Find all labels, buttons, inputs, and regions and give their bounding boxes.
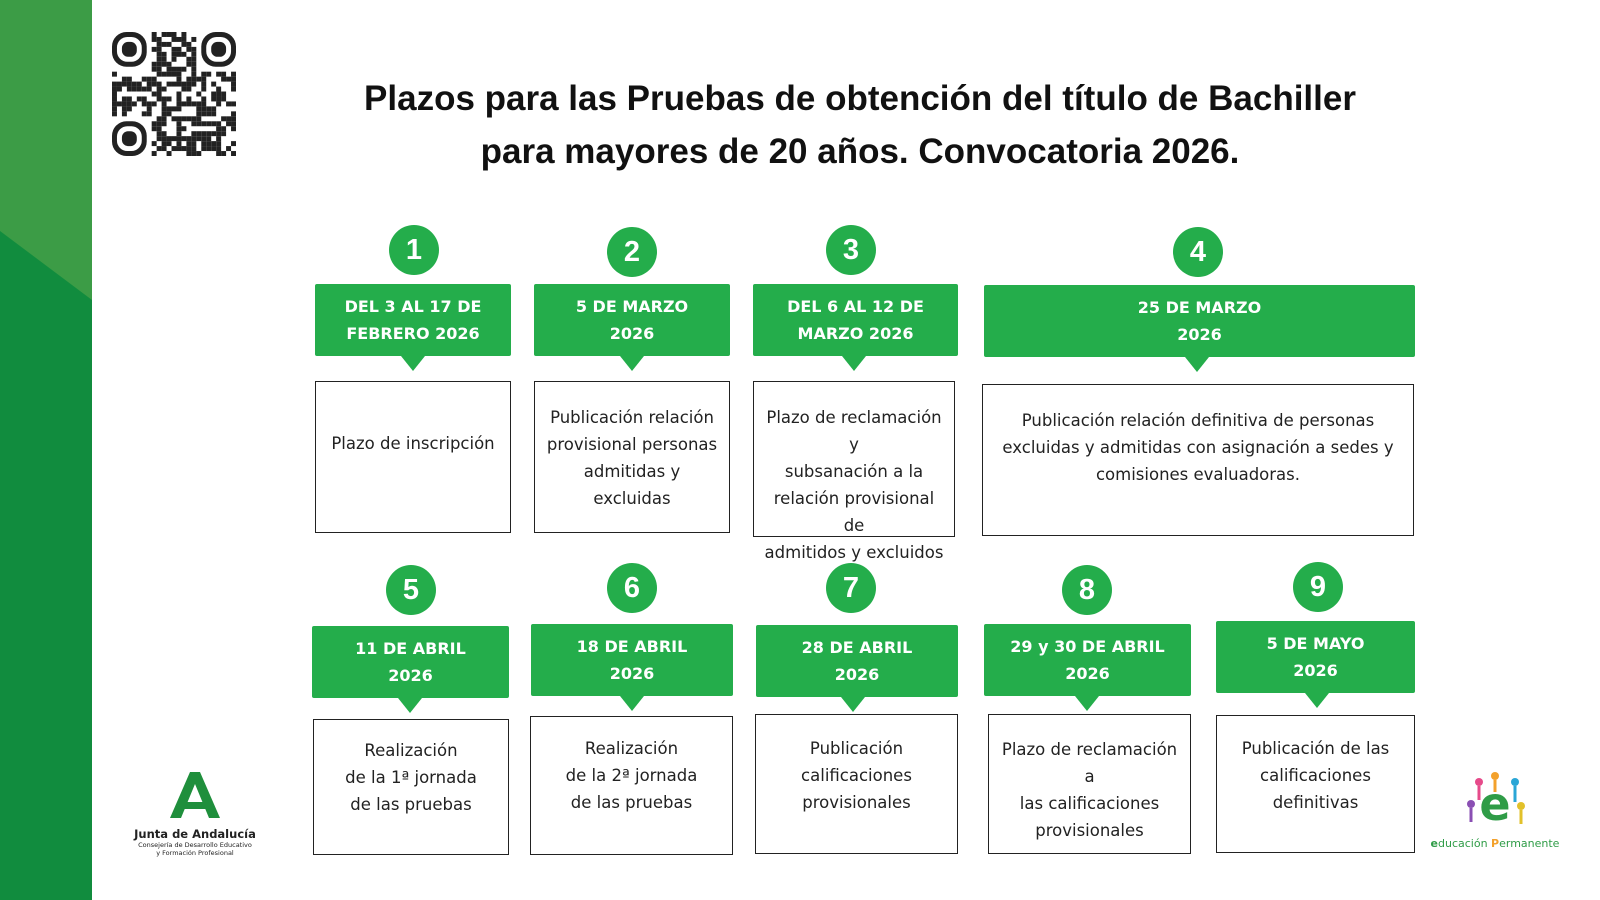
step-3-date-line-2: MARZO 2026 [797, 324, 914, 343]
step-7-date-line-1: 28 DE ABRIL [801, 638, 913, 657]
step-8-text-line-2: las calificaciones [1019, 794, 1160, 813]
step-4-date [984, 285, 1415, 357]
step-2-pointer [620, 356, 644, 371]
left-sidebar-decoration [0, 0, 92, 900]
page-title [300, 72, 1420, 178]
qr-code-icon [112, 32, 236, 156]
step-3-text-line-4: admitidos y excluidos [764, 543, 944, 562]
step-6-number: 6 [607, 563, 657, 613]
step-3-text-line-2: subsanación a la [784, 462, 924, 481]
step-4-pointer [1185, 357, 1209, 372]
step-6-date-line-1: 18 DE ABRIL [576, 637, 688, 656]
step-5-number: 5 [386, 565, 436, 615]
step-8-pointer [1075, 696, 1099, 711]
step-1-pointer [401, 356, 425, 371]
step-1-description [315, 381, 511, 533]
step-3-description [753, 381, 955, 562]
step-5-text-line-2: de la 1ª jornada [345, 768, 477, 787]
step-4-text-line-2: excluidas y admitidas con asignación a sedes y [1002, 438, 1394, 457]
step-1-date-line-2: FEBRERO 2026 [346, 324, 480, 343]
title-line-1: Plazos para las Pruebas de obtención del título de Bachiller [364, 79, 1356, 118]
step-5-text-line-3: de las pruebas [350, 795, 472, 814]
step-2-number: 2 [607, 227, 657, 277]
title-line-2: para mayores de 20 años. Convocatoria 2026. [480, 132, 1240, 171]
step-6-text-line-2: de la 2ª jornada [565, 766, 698, 785]
ep-caption-e: e [1430, 837, 1438, 850]
step-2-date-line-1: 5 DE MARZO [575, 297, 689, 316]
step-4-date-line-2: 2026 [1177, 325, 1222, 344]
step-1-date [315, 284, 511, 356]
step-5-pointer [398, 698, 422, 713]
step-9-description [1216, 715, 1415, 853]
step-7-pointer [841, 697, 865, 712]
junta-subtitle-line-1: Consejería de Desarrollo Educativo [138, 841, 252, 849]
step-1-date-line-1: DEL 3 AL 17 DE [344, 297, 482, 316]
junta-name: Junta de Andalucía [134, 827, 256, 841]
step-4-number: 4 [1173, 227, 1223, 277]
step-9-date-line-2: 2026 [1293, 661, 1338, 680]
step-3-text-line-3: relación provisional de [773, 489, 935, 535]
step-4-date-line-1: 25 DE MARZO [1137, 298, 1262, 317]
step-4-description [982, 384, 1414, 536]
step-7-number: 7 [826, 563, 876, 613]
educacion-permanente-figures-icon [1459, 770, 1531, 830]
step-2-text-line-2: provisional personas [546, 435, 718, 454]
step-9-number: 9 [1293, 562, 1343, 612]
step-5-date-line-1: 11 DE ABRIL [355, 639, 466, 658]
ep-caption-p: P [1491, 837, 1500, 850]
step-7-date-line-2: 2026 [834, 665, 880, 684]
step-5-description [313, 719, 509, 855]
step-9-text-line-1: Publicación de las [1241, 739, 1390, 758]
step-6-date [531, 624, 733, 696]
step-6-pointer [620, 696, 644, 711]
step-3-number: 3 [826, 225, 876, 275]
step-3-pointer [842, 356, 866, 371]
step-6-text-line-1: Realización [584, 739, 679, 758]
step-6-description [530, 716, 733, 855]
step-5-date [312, 626, 509, 698]
step-8-date [984, 624, 1191, 696]
step-1-number: 1 [389, 225, 439, 275]
step-6-date-line-2: 2026 [609, 664, 655, 683]
junta-subtitle-line-2: y Formación Profesional [156, 849, 234, 857]
step-9-date [1216, 621, 1415, 693]
ep-caption-part1: ducación [1438, 837, 1492, 850]
step-7-description [755, 714, 958, 854]
step-4-text-line-3: comisiones evaluadoras. [1095, 465, 1301, 484]
step-9-date-line-1: 5 DE MAYO [1266, 634, 1365, 653]
step-6-text-line-3: de las pruebas [570, 793, 693, 812]
step-2-date-line-2: 2026 [609, 324, 655, 343]
step-2-text-line-3: admitidas y excluidas [583, 462, 681, 508]
ep-caption-part2: ermanente [1499, 837, 1560, 850]
step-8-text-line-3: provisionales [1035, 821, 1144, 840]
step-4-text-line-1: Publicación relación definitiva de personas [1021, 411, 1375, 430]
step-3-date-line-1: DEL 6 AL 12 DE [787, 297, 924, 316]
step-8-date-line-1: 29 y 30 DE ABRIL [1010, 637, 1165, 656]
junta-andalucia-logo [134, 770, 256, 857]
step-8-number: 8 [1062, 565, 1112, 615]
step-5-date-line-2: 2026 [388, 666, 433, 685]
ep-caption [1428, 837, 1562, 850]
ep-big-letter: e [1479, 777, 1511, 830]
step-1-text-line-1: Plazo de inscripción [331, 434, 495, 453]
educacion-permanente-logo [1428, 770, 1562, 850]
step-5-text-line-1: Realización [364, 741, 458, 760]
step-8-date-line-2: 2026 [1065, 664, 1110, 683]
step-7-date [756, 625, 958, 697]
step-3-text-line-1: Plazo de reclamación y [766, 408, 942, 454]
step-2-date [534, 284, 730, 356]
junta-andalucia-a-icon [168, 770, 222, 820]
step-9-text-line-3: definitivas [1272, 793, 1359, 812]
step-9-pointer [1305, 693, 1329, 708]
step-2-text-line-1: Publicación relación [550, 408, 714, 427]
step-3-date [753, 284, 958, 356]
step-8-text-line-1: Plazo de reclamación a [1001, 740, 1178, 786]
step-2-description [534, 381, 730, 533]
step-9-text-line-2: calificaciones [1260, 766, 1371, 785]
step-7-text-line-2: calificaciones [801, 766, 912, 785]
step-7-text-line-1: Publicación [809, 739, 904, 758]
sidebar-light-triangle [0, 0, 92, 300]
step-8-description [988, 714, 1191, 854]
step-7-text-line-3: provisionales [802, 793, 911, 812]
